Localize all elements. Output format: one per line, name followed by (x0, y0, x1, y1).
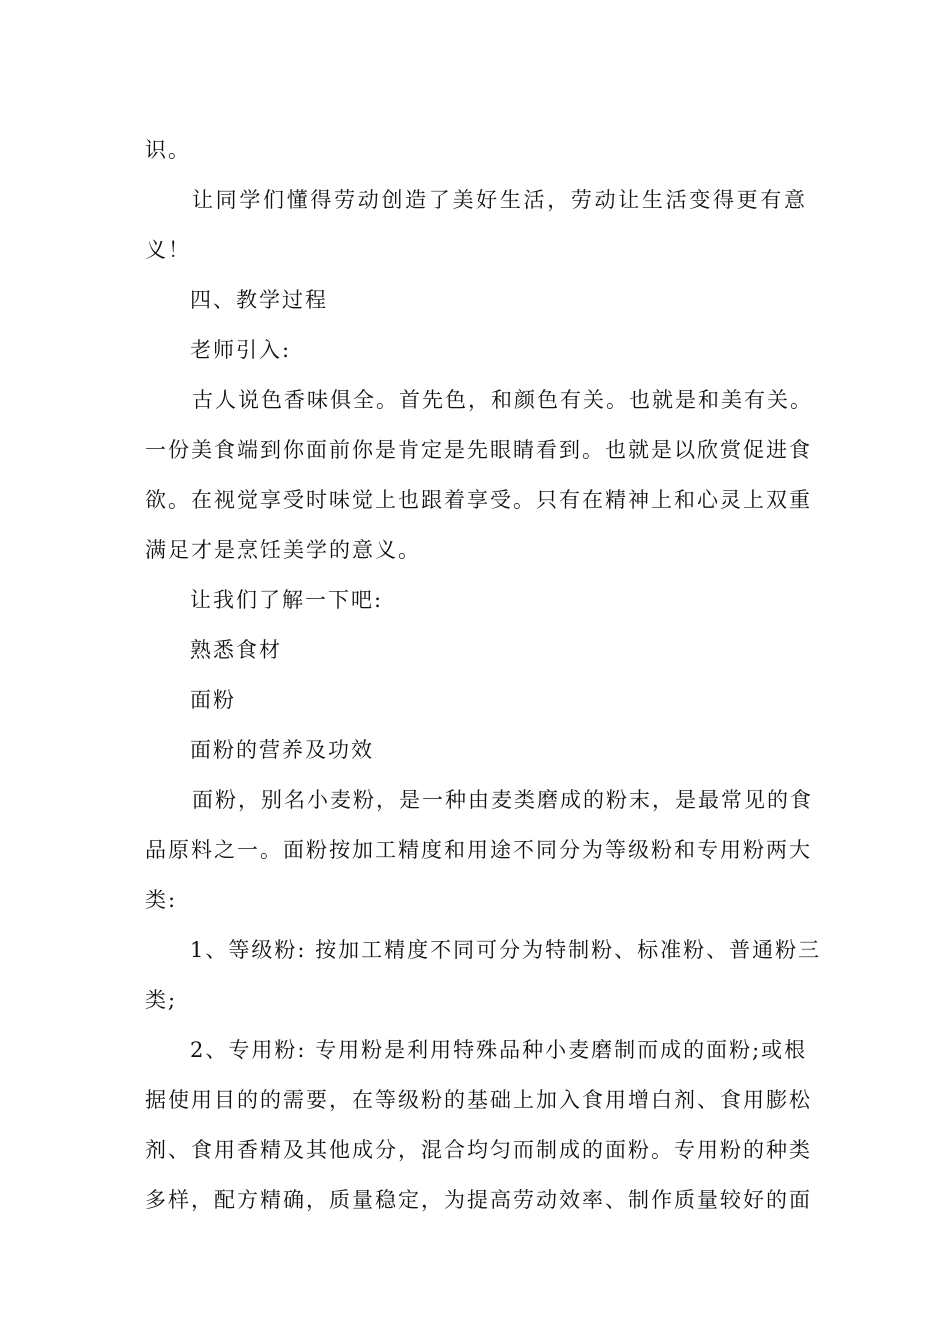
section-heading: 四、教学过程 (190, 288, 328, 312)
text-line: 古人说色香味俱全。首先色，和颜色有关。也就是和美有关。 (192, 388, 813, 412)
text-line: 满足才是烹饪美学的意义。 (145, 538, 421, 562)
text-line: 据使用目的的需要，在等级粉的基础上加入食用增白剂、食用膨松 (145, 1088, 812, 1112)
text-line: 一份美食端到你面前你是肯定是先眼睛看到。也就是以欣赏促进食 (145, 438, 812, 462)
text-line: 面粉 (190, 688, 236, 712)
text-line: 多样，配方精确，质量稳定，为提高劳动效率、制作质量较好的面 (145, 1188, 812, 1212)
text-line: 欲。在视觉享受时味觉上也跟着享受。只有在精神上和心灵上双重 (145, 488, 812, 512)
text-line: 1、等级粉: 按加工精度不同可分为特制粉、标准粉、普通粉三 (190, 938, 822, 962)
text-line: 类: (145, 888, 178, 912)
text-line: 面粉的营养及功效 (190, 738, 374, 762)
text-line: 让我们了解一下吧: (190, 588, 384, 612)
text-line: 熟悉食材 (190, 638, 282, 662)
text-line: 让同学们懂得劳动创造了美好生活，劳动让生活变得更有意 (192, 188, 807, 212)
text-line: 品原料之一。面粉按加工精度和用途不同分为等级粉和专用粉两大 (145, 838, 812, 862)
text-line: 剂、食用香精及其他成分，混合均匀而制成的面粉。专用粉的种类 (145, 1138, 812, 1162)
text-line: 识。 (145, 138, 191, 162)
text-line: 老师引入: (190, 338, 292, 362)
text-line: 2、专用粉: 专用粉是利用特殊品种小麦磨制而成的面粉;或根 (190, 1038, 808, 1062)
text-line: 面粉，别名小麦粉，是一种由麦类磨成的粉末，是最常见的食 (192, 788, 813, 812)
text-line: 义！ (145, 238, 191, 262)
text-line: 类; (145, 988, 178, 1012)
